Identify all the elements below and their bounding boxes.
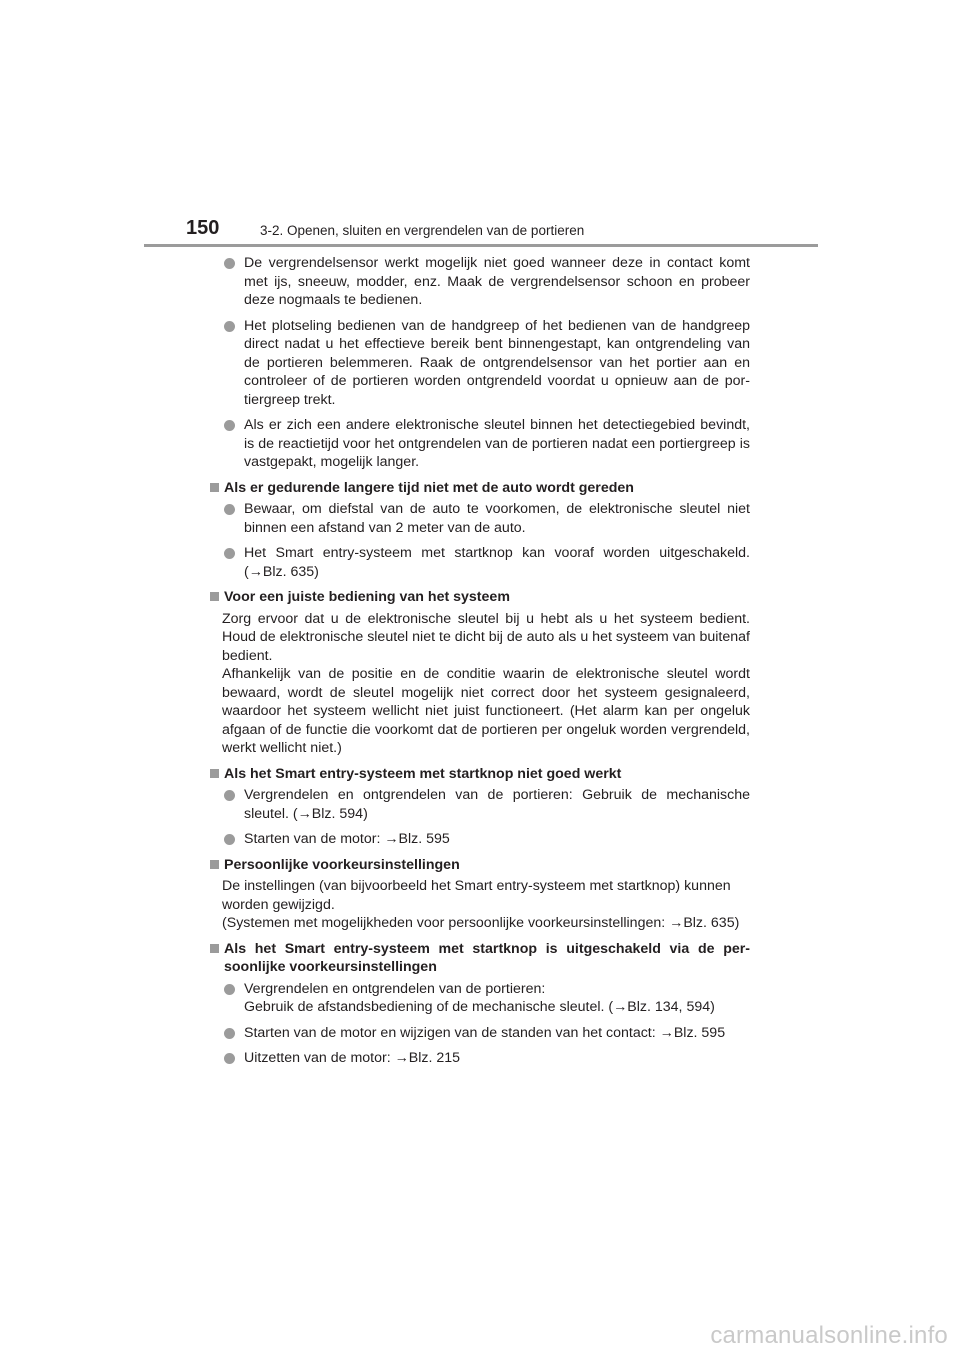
section-heading-text: Persoonlijke voorkeursinstellingen [224,856,460,873]
section-heading [210,588,750,607]
running-header: 3-2. Openen, sluiten en vergrendelen van de portieren [260,223,585,238]
section-body [222,877,750,933]
header-divider [144,244,818,247]
bullet-icon [224,1028,235,1039]
list-item [222,1049,750,1068]
section-heading [210,765,750,784]
bullet-text: Als er zich een andere elektronische sleutel binnen het detectiegebied bevindt, is de reactietijd voor het ontgrendelen van de portieren nadat een portiergreep is vastgepakt, mogelijk langer. [244,417,750,470]
list-item [222,500,750,537]
list-item [222,416,750,472]
bullet-text: Starten van de motor en wijzigen van de standen van het contact: →Blz. 595 [244,1024,726,1041]
square-bullet-icon [210,483,219,492]
paragraph: (Systemen met mogelijkheden voor persoonlijke voorkeursinstellingen: →Blz. 635) [222,915,740,931]
bullet-text: Het plotseling bedienen van de handgreep of het bedienen van de handgreep direct nadat u het effectieve bereik bent binnengestapt, kan ontgrendeling van de portieren belemmeren. Raak de ontgrendelsensor van het portier aan en controleer of de portieren worden ontgrendeld voordat u opnieuw aan de portiergreep trekt. [244,317,750,408]
section-heading-text: Als het Smart entry-systeem met startknop is uitgeschakeld via de persoonlijke voorkeursinstellingen [224,940,750,975]
paragraph: Afhankelijk van de positie en de conditie waarin de elektronische sleutel wordt bewaard, wordt de sleutel mogelijk niet correct door het systeem gesignaleerd, waardoor het systeem wellicht niet juist functioneert. (Het alarm kan per ongeluk afgaan of de functie die voorkomt dat de portieren per ongeluk worden vergrendeld, werkt wellicht niet.) [222,666,750,756]
bullet-icon [224,504,235,515]
bullet-text: Bewaar, om diefstal van de auto te voorkomen, de elektronische sleutel niet binnen een afstand van 2 meter van de auto. [244,501,750,536]
section-heading-text: Als er gedurende langere tijd niet met de auto wordt gereden [224,479,634,496]
page-content [222,254,750,1075]
list-item [222,786,750,823]
paragraph: Zorg ervoor dat u de elektronische sleutel bij u hebt als u het systeem bedient. Houd de elektronische sleutel niet te dicht bij de auto als u het systeem van buitenaf bedient. [222,610,750,664]
bullet-text: Vergrendelen en ontgrendelen van de portieren: [244,980,546,997]
bullet-icon [224,1053,235,1064]
bullet-icon [224,984,235,995]
bullet-text: De vergrendelsensor werkt mogelijk niet goed wanneer deze in contact komt met ijs, sneeuw, modder, enz. Maak de vergrendelsensor schoon en probeer deze nogmaals te bedienen. [244,255,750,308]
section-heading-text: Voor een juiste bediening van het systeem [224,589,510,605]
bullet-text: Gebruik de afstandsbediening of de mechanische sleutel. (→Blz. 134, 594) [244,999,715,1015]
square-bullet-icon [210,769,219,778]
bullet-icon [224,548,235,559]
section-heading [210,479,750,498]
list-item [222,1024,750,1043]
square-bullet-icon [210,592,219,601]
section-heading [210,940,750,977]
bullet-icon [224,321,235,332]
section-heading-text: Als het Smart entry-systeem met startknop niet goed werkt [224,765,622,782]
section-body [222,610,750,758]
list-item [222,980,750,1017]
square-bullet-icon [210,944,219,953]
paragraph: De instellingen (van bijvoorbeeld het Smart entry-systeem met startknop) kunnen worden gewijzigd. [222,878,731,913]
bullet-text: Starten van de motor: →Blz. 595 [244,831,450,847]
bullet-text: Vergrendelen en ontgrendelen van de portieren: Gebruik de mechanische sleutel. (→Blz. 594) [244,787,750,822]
bullet-icon [224,420,235,431]
watermark: carmanualsonline.info [710,1322,948,1349]
bullet-text: Het Smart entry-systeem met startknop kan vooraf worden uitgeschakeld. (→Blz. 635) [244,545,750,580]
bullet-icon [224,790,235,801]
square-bullet-icon [210,860,219,869]
list-item [222,830,750,849]
section-heading [210,856,750,875]
bullet-icon [224,834,235,845]
list-item [222,254,750,310]
page-number: 150 [186,217,220,239]
list-item [222,544,750,581]
list-item [222,317,750,410]
bullet-text: Uitzetten van de motor: →Blz. 215 [244,1050,461,1066]
bullet-icon [224,258,235,269]
